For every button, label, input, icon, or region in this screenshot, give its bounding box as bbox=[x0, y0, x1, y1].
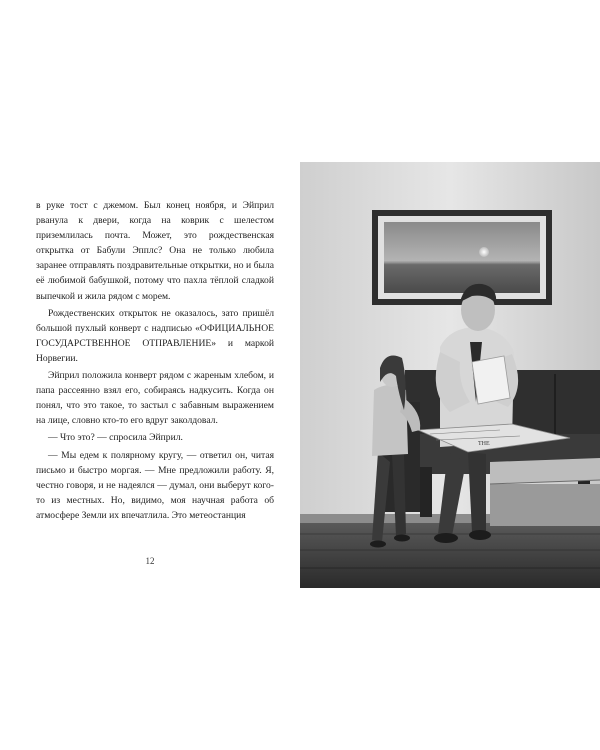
newspaper-headline: THE bbox=[478, 441, 490, 447]
paragraph: — Что это? — спросила Эйприл. bbox=[48, 432, 183, 444]
paragraph: Рождественских открыток не оказалось, зато пришёл большой пухлый конверт с надписью «ОФИЦИАЛЬНОЕ ГОСУДАРСТВЕННОЕ ОТПРАВЛЕНИЕ» и маркой Норвегии. bbox=[36, 307, 274, 364]
paragraph: — Мы едем к полярному кругу, — ответил он, читая письмо и быстро моргая. — Мне предложили работу. Я, честно говоря, и не надеялся — думал, они выберут кого-то из местных. Но, видимо, моя научная работа об атмосфере Земли их впечатлила. Это метеостанция bbox=[36, 449, 274, 521]
framed-picture bbox=[372, 210, 552, 305]
page-text bbox=[36, 198, 274, 523]
illustration bbox=[300, 162, 600, 588]
page-number: 12 bbox=[145, 556, 155, 566]
paragraph: Эйприл положила конверт рядом с жареным хлебом, и папа рассеянно взял его, собираясь надкусить. Когда он понял, что это такое, то застыл с забавным выражением на лице, словно кто-то его вдруг заколдовал. bbox=[36, 370, 274, 427]
illustration-drawing bbox=[300, 162, 600, 588]
coffee-table bbox=[490, 458, 600, 526]
sun-icon bbox=[479, 247, 489, 257]
paragraph: в руке тост с джемом. Был конец ноября, и Эйприл рванула к двери, когда на коврик с шелестом приземлилась почта. Может, это рождественская открытка от Бабули Эпплс? Она не только любила заранее отправлять поздравительные открытки, но и была её любимой бабушкой, потому что пахла тёплой сладкой выпечкой и жила рядом с морем. bbox=[36, 200, 274, 302]
